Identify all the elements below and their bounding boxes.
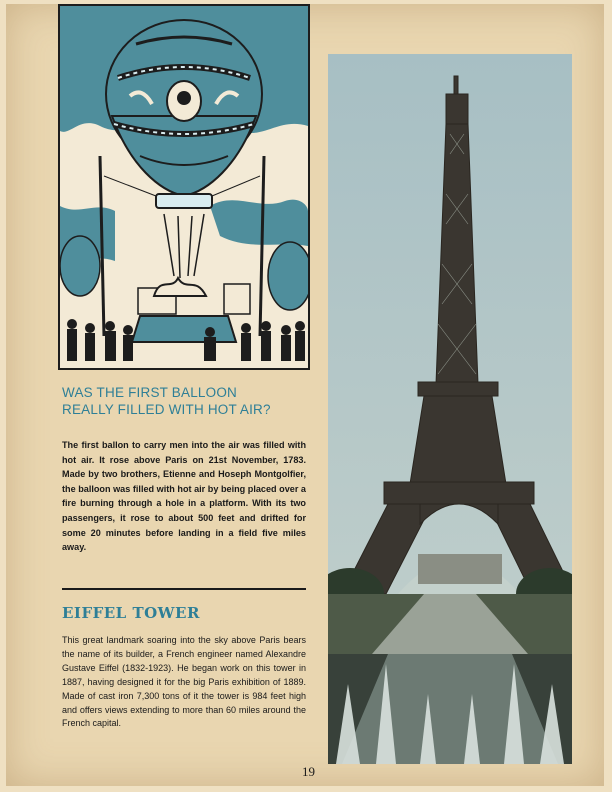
eiffel-paragraph: This great landmark soaring into the sky above Paris bears the name of its builder, a French engineer named Alexandre Gustave Eiffel (1832-1923). He began work on this tower in 1887, having designed it for the big Paris exhibition of 1889. Made of cast iron 7,300 tons of it the tower is 984 feet high and offers views extending to more than 60 miles around the French capital. bbox=[62, 635, 306, 729]
balloon-paragraph: The first ballon to carry men into the air was filled with hot air. It rose above Paris on 21st November, 1783. Made by two brothers, Etienne and Hoseph Montgolfier, the balloon was filled with hot air by being placed over a fire burning through a hole in a platform. With its two passengers, it rose to about 500 feet and drifted for some 20 minutes before landing in a field five miles away. bbox=[62, 440, 306, 553]
balloon-illustration bbox=[58, 4, 310, 370]
balloon-heading-line1: WAS THE FIRST BALLOON bbox=[62, 385, 237, 400]
page-number: 19 bbox=[302, 764, 315, 779]
balloon-heading bbox=[62, 384, 312, 418]
page bbox=[6, 4, 604, 786]
section-divider bbox=[62, 588, 306, 590]
eiffel-heading: EIFFEL TOWER bbox=[62, 604, 200, 622]
eiffel-tower-photo bbox=[328, 54, 572, 764]
balloon-heading-line2: REALLY FILLED WITH HOT AIR? bbox=[62, 402, 271, 417]
